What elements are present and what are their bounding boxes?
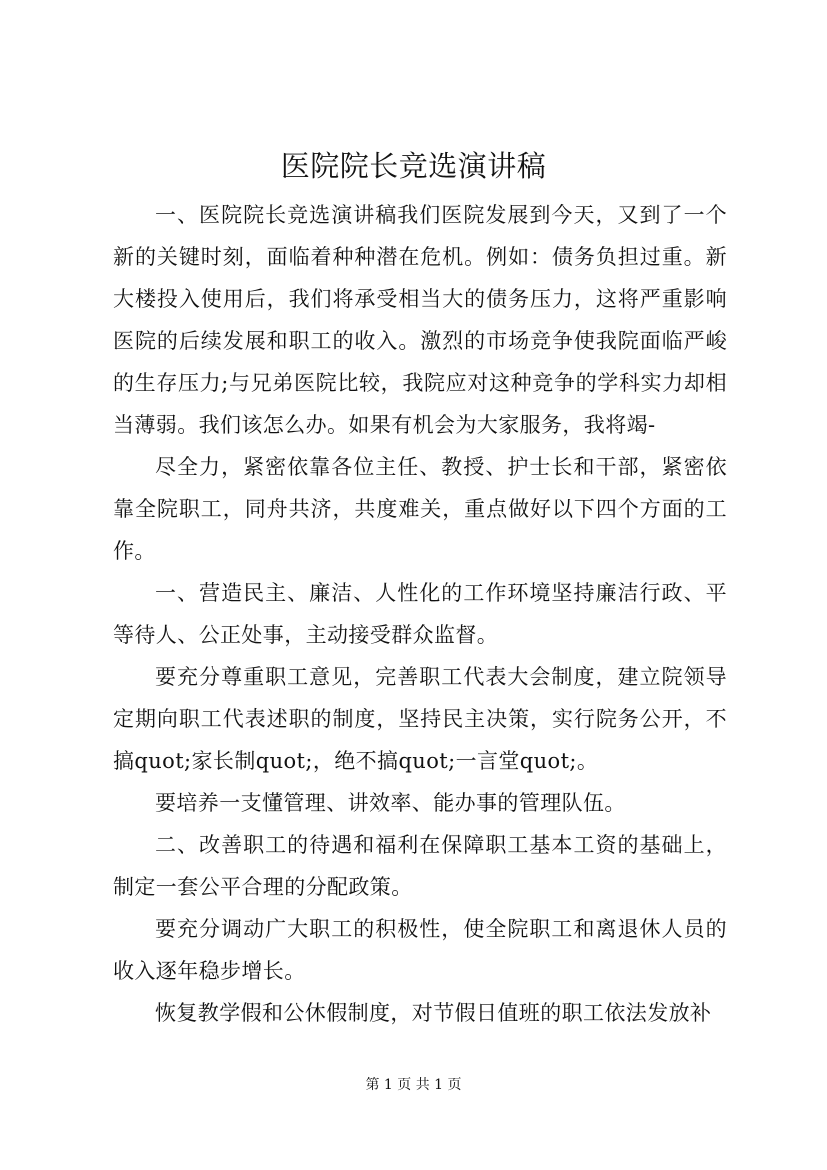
paragraph: 一、营造民主、廉洁、人性化的工作环境坚持廉洁行政、平等待人、公正处事，主动接受群众监督。 xyxy=(113,581,727,647)
document-title: 医院院长竞选演讲稿 xyxy=(280,149,547,183)
paragraph: 尽全力，紧密依靠各位主任、教授、护士长和干部，紧密依靠全院职工，同舟共济，共度难关，重点做好以下四个方面的工作。 xyxy=(113,455,727,563)
paragraph: 一、医院院长竞选演讲稿我们医院发展到今天，又到了一个新的关键时刻，面临着种种潜在危机。例如：债务负担过重。新大楼投入使用后，我们将承受相当大的债务压力，这将严重影响医院的后续发展和职工的收入。激烈的市场竞争使我院面临严峻的生存压力;与兄弟医院比较，我院应对这种竞争的学科实力却相当薄弱。我们该怎么办。如果有机会为大家服务，我将竭- xyxy=(113,203,727,437)
paragraph: 二、改善职工的待遇和福利在保障职工基本工资的基础上，制定一套公平合理的分配政策。 xyxy=(113,833,727,899)
paragraph: 要充分调动广大职工的积极性，使全院职工和离退休人员的收入逐年稳步增长。 xyxy=(113,917,727,983)
paragraph: 要培养一支懂管理、讲效率、能办事的管理队伍。 xyxy=(155,791,626,815)
document-body xyxy=(113,194,727,1034)
paragraph: 恢复教学假和公休假制度，对节假日值班的职工依法发放补 xyxy=(155,1001,712,1025)
paragraph: 要充分尊重职工意见，完善职工代表大会制度，建立院领导定期向职工代表述职的制度，坚持民主决策，实行院务公开，不搞quot;家长制quot;，绝不搞quot;一言堂quot;。 xyxy=(113,665,727,773)
page-number-footer: 第 1 页 共 1 页 xyxy=(365,1077,462,1093)
